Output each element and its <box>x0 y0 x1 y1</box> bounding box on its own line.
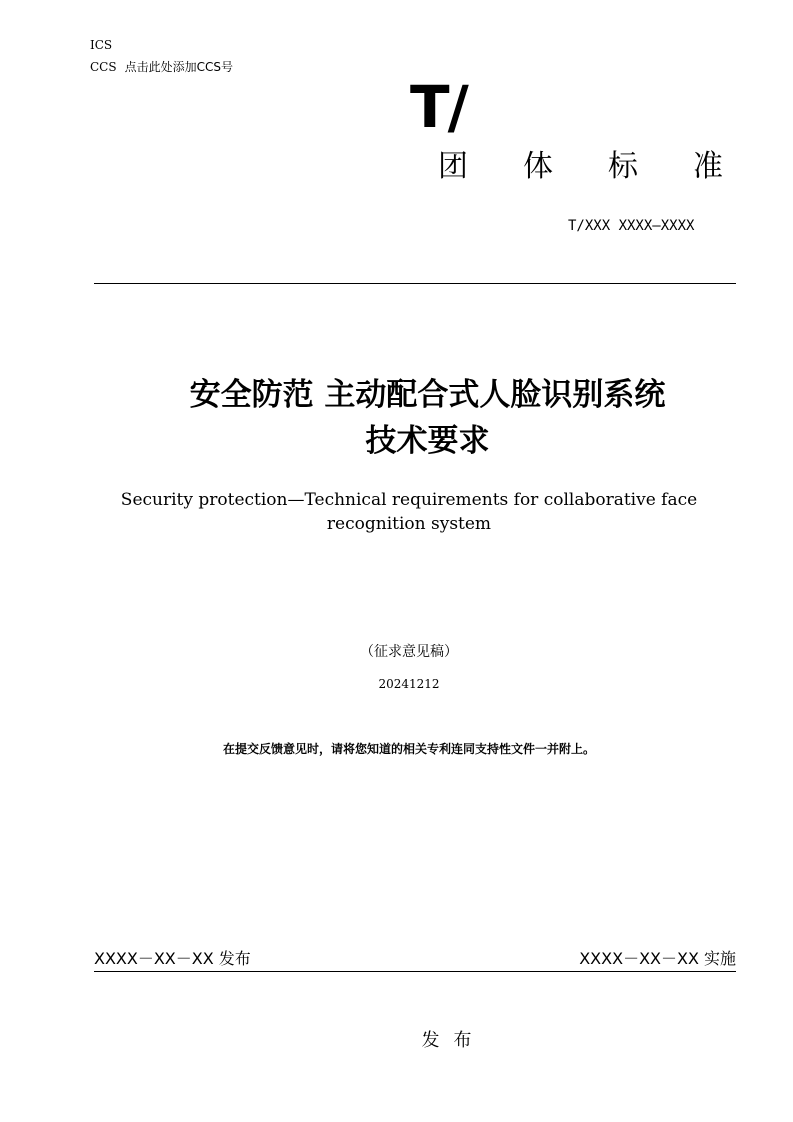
title-english-line-1: Security protection—Technical requirements for collaborative face <box>120 490 698 510</box>
publisher-char: 布 <box>453 1030 472 1051</box>
standard-type-char: 标 <box>608 149 638 184</box>
standard-type-heading <box>438 149 723 184</box>
publisher-label <box>0 1026 793 1052</box>
patent-notice: 在提交反馈意见时，请将您知道的相关专利连同支持性文件一并附上。 <box>222 742 595 756</box>
standard-logo: T/ <box>410 73 467 141</box>
ccs-label: CCS <box>90 60 117 74</box>
draft-label: （征求意见稿） <box>360 644 458 660</box>
standard-type-char: 团 <box>438 149 468 184</box>
publisher-char: 发 <box>421 1030 440 1051</box>
bottom-divider <box>94 971 736 972</box>
issue-date: XXXX－XX－XX 发布 <box>94 949 251 968</box>
ccs-line <box>90 58 233 75</box>
ccs-placeholder-field[interactable]: 点击此处添加CCS号 <box>124 60 233 74</box>
implementation-date: XXXX－XX－XX 实施 <box>579 949 736 968</box>
title-chinese-line-1: 安全防范 主动配合式人脸识别系统 <box>189 377 666 413</box>
title-english-line-2: recognition system <box>326 514 492 534</box>
title-chinese-line-2: 技术要求 <box>365 423 490 459</box>
standard-type-char: 准 <box>693 149 723 184</box>
draft-date: 20241212 <box>378 677 440 691</box>
title-chinese <box>0 372 793 464</box>
title-english <box>0 488 793 536</box>
standard-type-char: 体 <box>523 149 553 184</box>
standard-number: T/XXX XXXX—XXXX <box>568 218 695 234</box>
ics-label: ICS <box>90 38 113 52</box>
top-divider <box>94 283 736 284</box>
